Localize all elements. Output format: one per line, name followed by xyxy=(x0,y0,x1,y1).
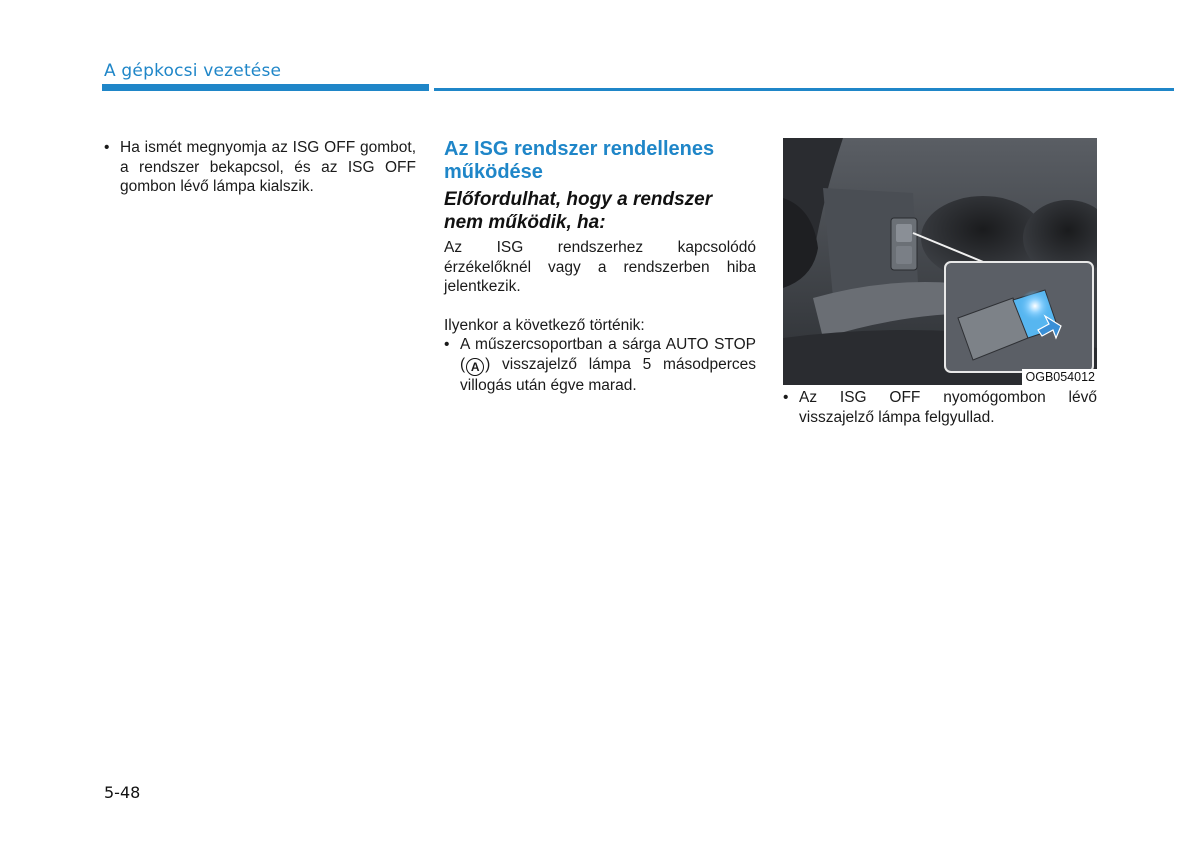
paragraph: Az ISG rendszerhez kapcsolódó érzékelőknél vagy a rendszerben hiba jelentkezik. xyxy=(444,239,756,295)
bullet-dot: • xyxy=(444,336,450,353)
figure-code: OGB054012 xyxy=(1022,369,1098,385)
spacer xyxy=(444,297,756,316)
bullet-dot: • xyxy=(104,139,110,156)
section-heading: Az ISG rendszer rendellenes működése xyxy=(444,138,715,183)
section-title: A gépkocsi vezetése xyxy=(104,61,282,81)
list-item-text-end: ) visszajelző lámpa 5 másodperces villogás után égve marad. xyxy=(460,355,756,394)
column-1 xyxy=(104,138,416,197)
column-2 xyxy=(444,138,756,395)
list-item xyxy=(783,388,1097,427)
header-rule-thick xyxy=(102,84,429,91)
list-item xyxy=(104,138,416,197)
header-rule-thin xyxy=(434,88,1174,91)
paragraph: Ilyenkor a következő történik: xyxy=(444,316,645,334)
bullet-dot: • xyxy=(783,389,789,406)
list-item-text: Az ISG OFF nyomógombon lévő visszajelző lámpa felgyullad. xyxy=(799,389,1097,426)
page-number: 5-48 xyxy=(104,783,141,802)
list-item-text-start: A műszercsoportban a sárga AUTO STOP ( xyxy=(460,336,756,373)
subheading: Előfordulhat, hogy a rendszer nem működik, ha: xyxy=(444,189,713,233)
list-item xyxy=(444,335,756,395)
console-illustration xyxy=(783,138,1097,385)
column-3 xyxy=(783,138,1097,427)
auto-stop-icon: A xyxy=(466,358,484,376)
list-item-text: Ha ismét megnyomja az ISG OFF gombot, a rendszer bekapcsol, és az ISG OFF gombon lévő lámpa kialszik. xyxy=(120,139,416,195)
console-figure xyxy=(783,138,1097,385)
